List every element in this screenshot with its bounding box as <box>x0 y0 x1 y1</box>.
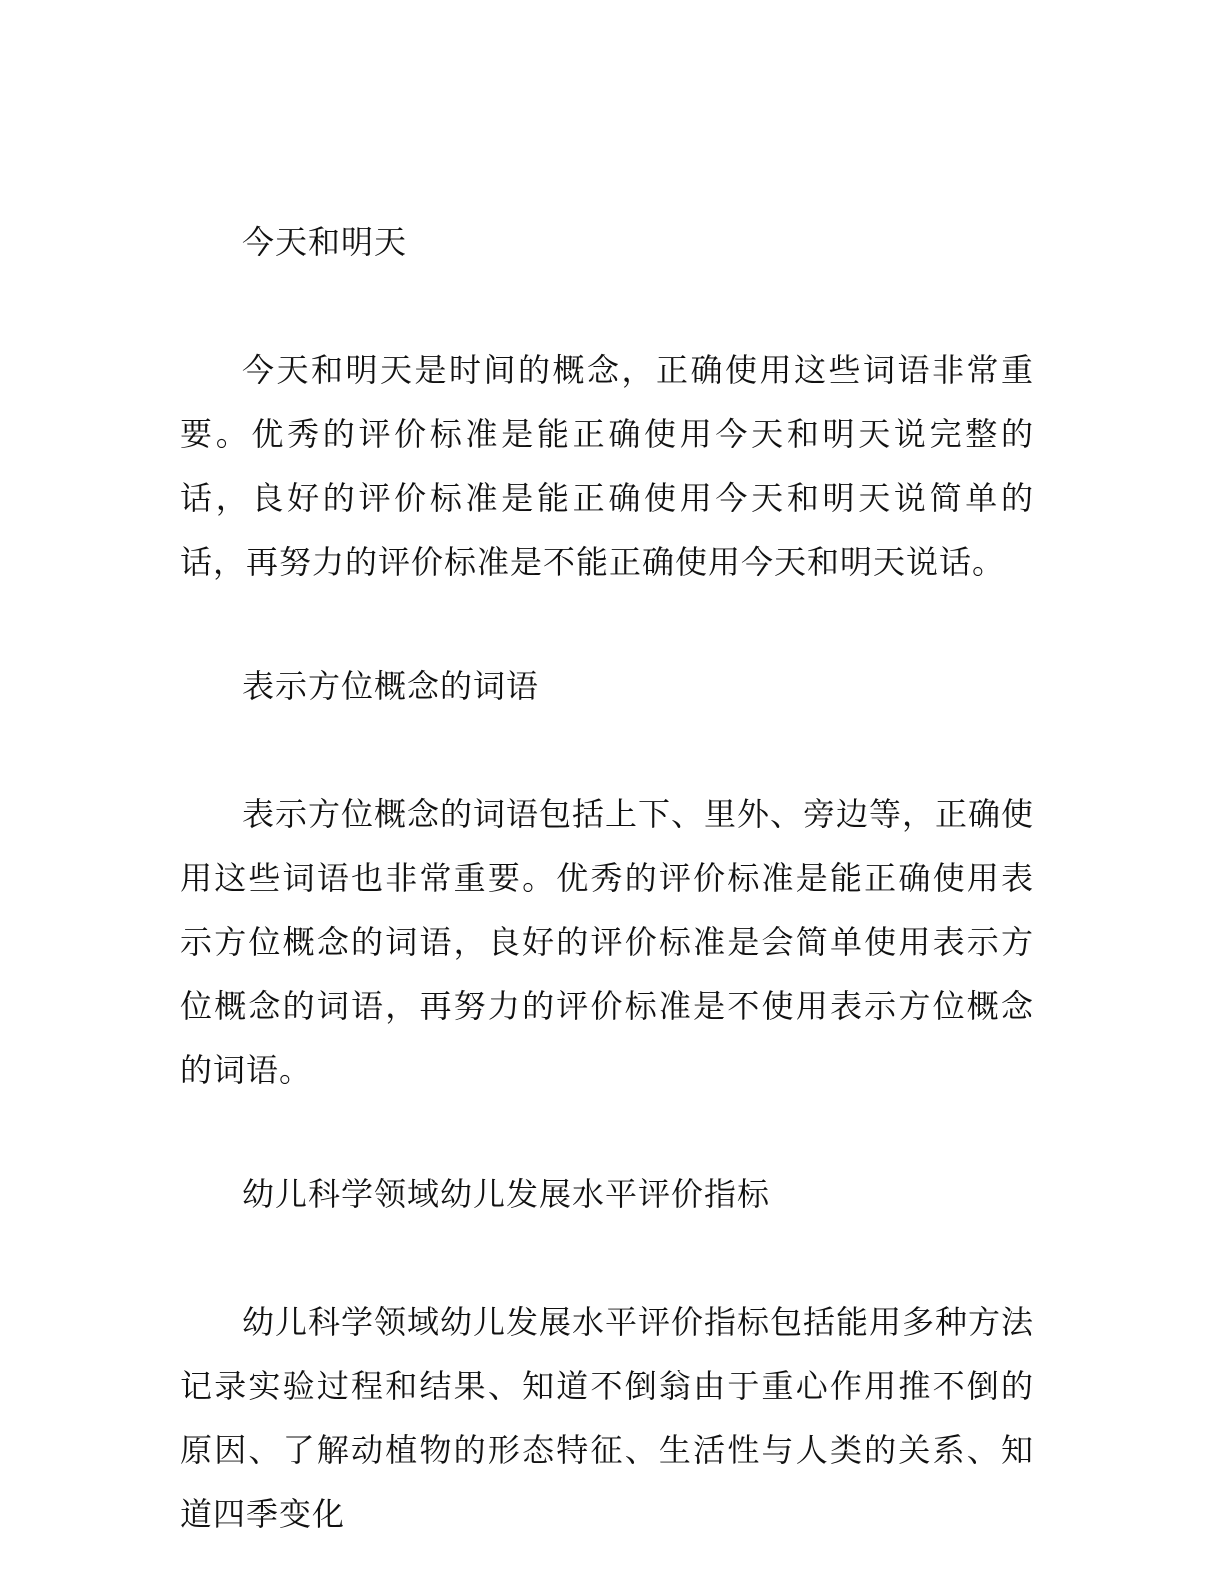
section-heading-today-tomorrow: 今天和明天 <box>242 223 408 261</box>
spacer <box>180 1102 1034 1162</box>
spacer <box>180 274 1034 338</box>
document-body <box>180 210 1034 1546</box>
section-heading-direction-words: 表示方位概念的词语 <box>242 667 540 705</box>
section-paragraph-direction-words: 表示方位概念的词语包括上下、里外、旁边等，正确使用这些词语也非常重要。优秀的评价标准是能正确使用表示方位概念的词语，良好的评价标准是会简单使用表示方位概念的词语，再努力的评价标准是不使用表示方位概念的词语。 <box>180 795 1035 1089</box>
section-paragraph-science-indicators: 幼儿科学领域幼儿发展水平评价指标包括能用多种方法记录实验过程和结果、知道不倒翁由于重心作用推不倒的原因、了解动植物的形态特征、生活性与人类的关系、知道四季变化 <box>180 1303 1035 1533</box>
section-paragraph-today-tomorrow: 今天和明天是时间的概念，正确使用这些词语非常重要。优秀的评价标准是能正确使用今天和明天说完整的话，良好的评价标准是能正确使用今天和明天说简单的话，再努力的评价标准是不能正确使用今天和明天说话。 <box>180 351 1034 581</box>
spacer <box>180 1226 1034 1290</box>
spacer <box>180 718 1034 782</box>
section-heading-science-indicators: 幼儿科学领域幼儿发展水平评价指标 <box>242 1175 771 1213</box>
spacer <box>180 594 1034 654</box>
